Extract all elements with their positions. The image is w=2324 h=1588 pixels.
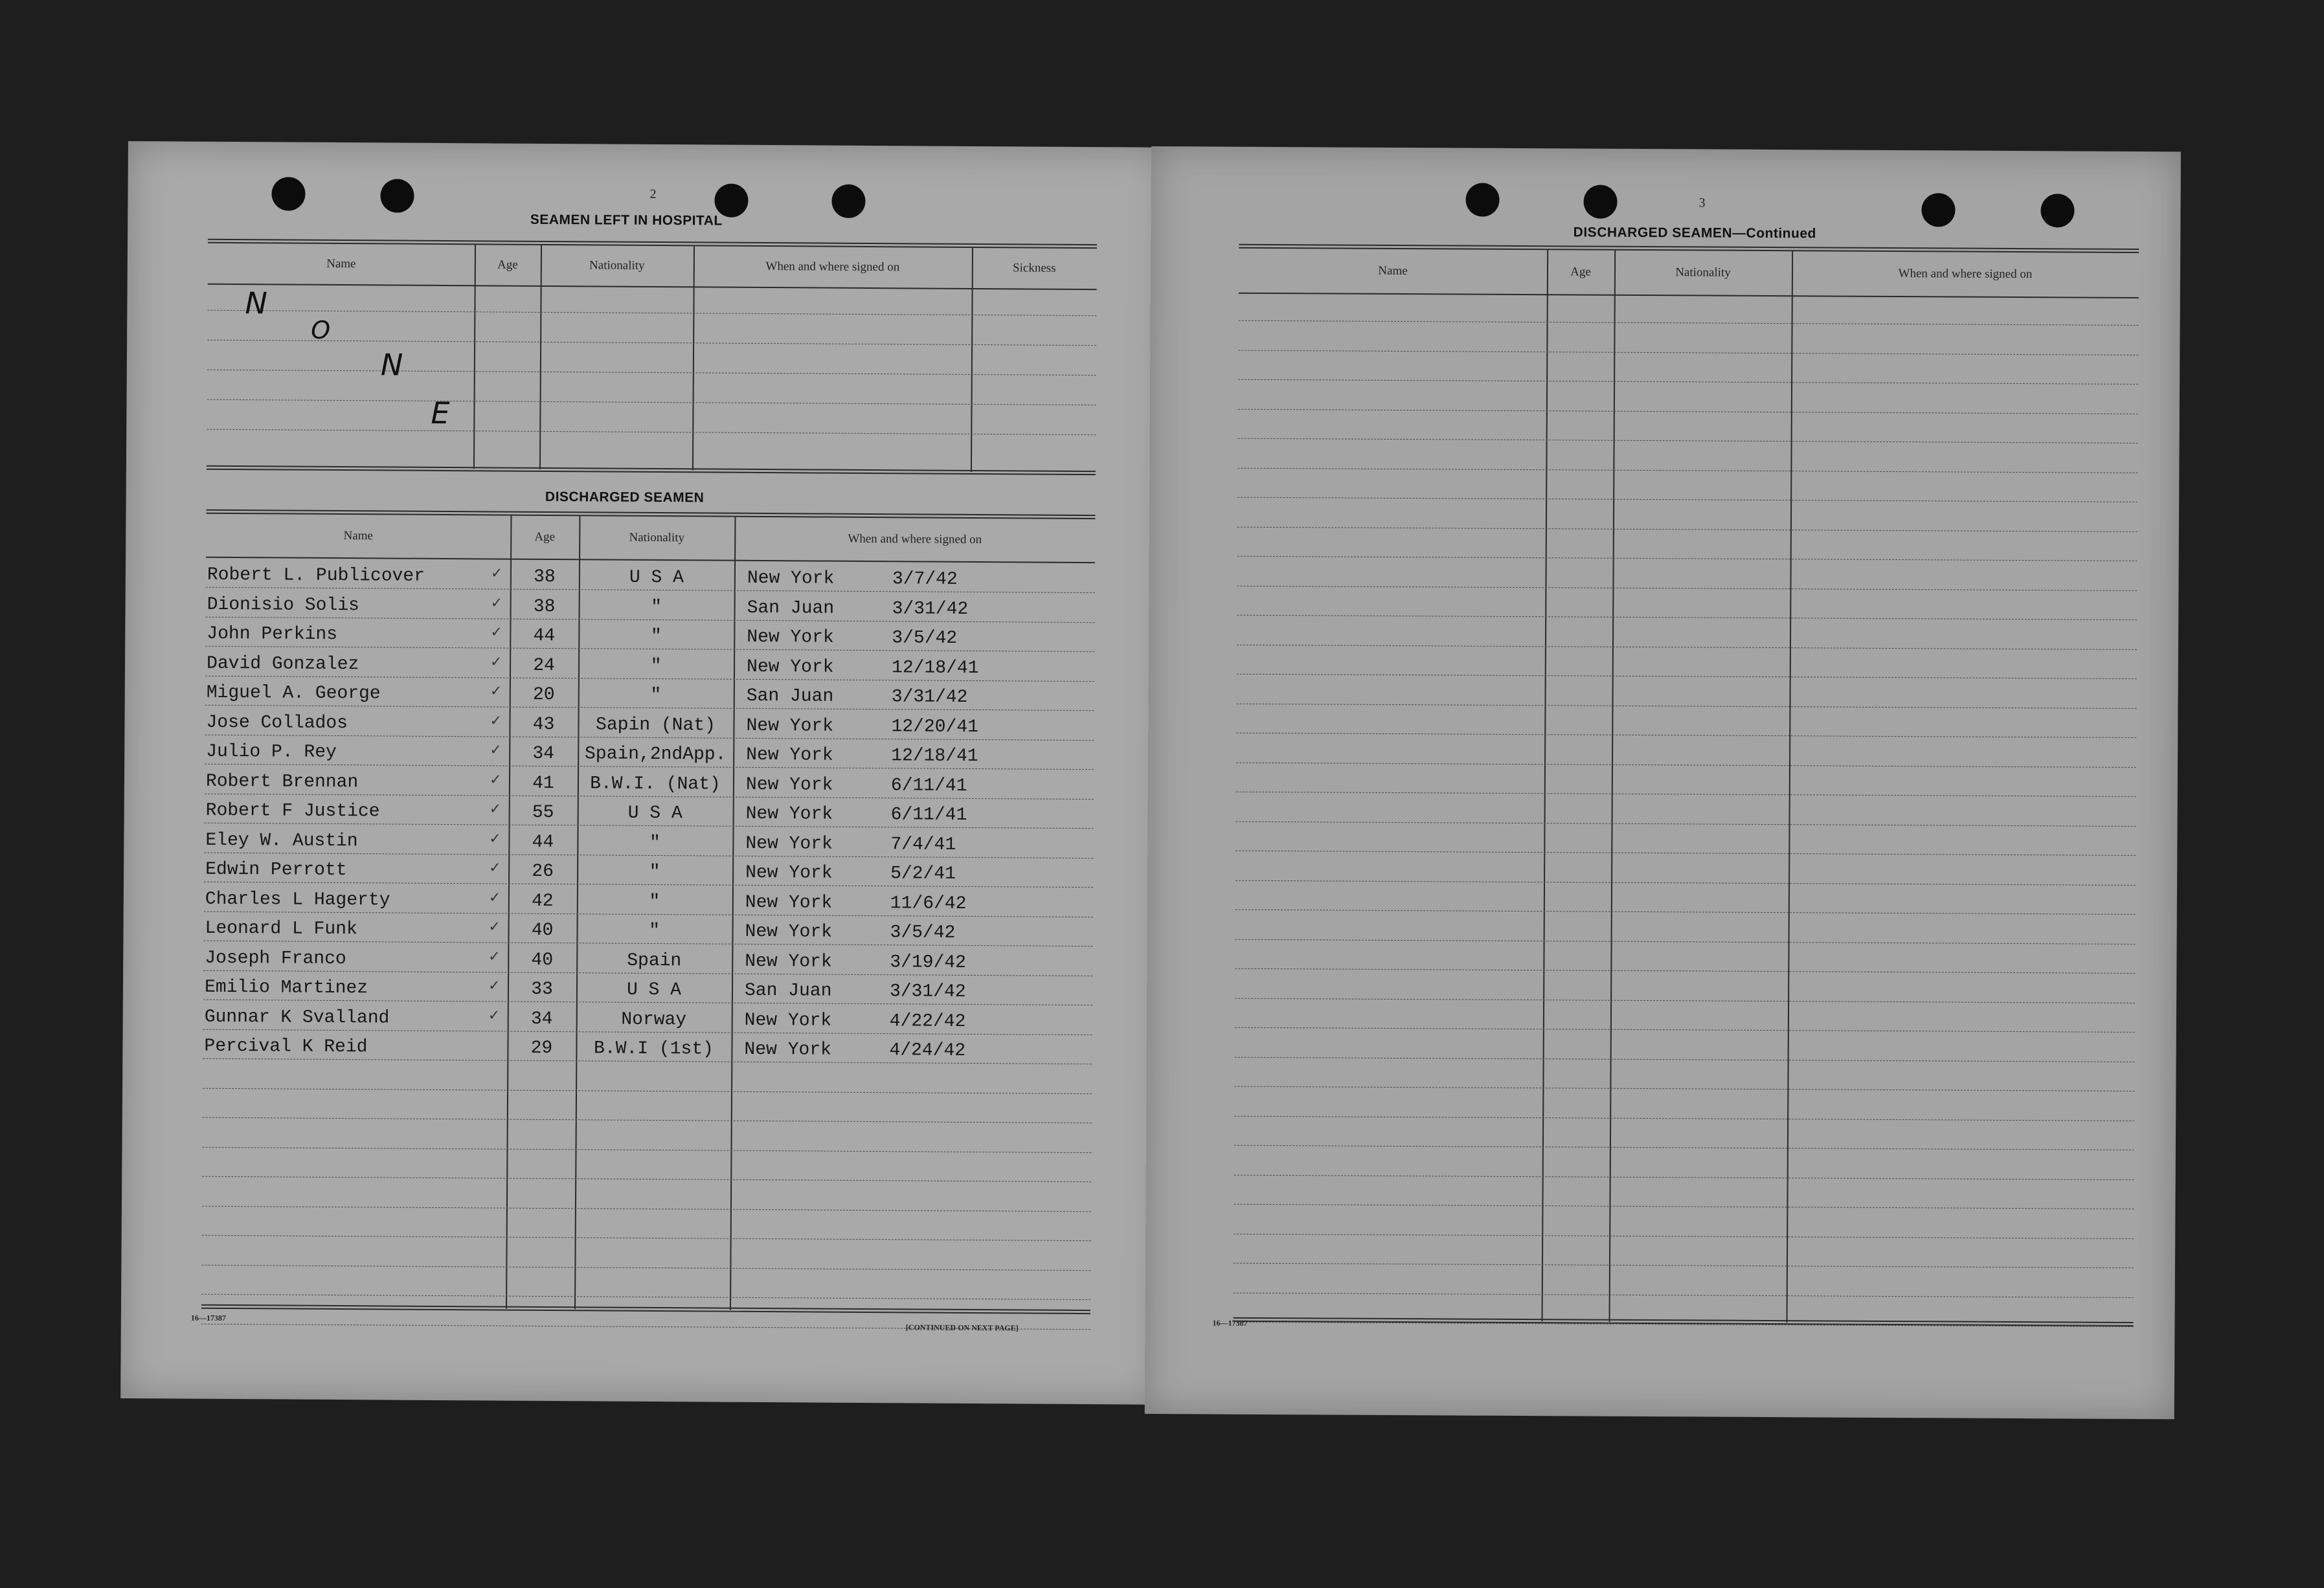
- check-mark-icon: ✓: [489, 830, 501, 847]
- cell-name: Edwin Perrott: [205, 859, 347, 881]
- cell-name: Charles L Hagerty: [205, 889, 390, 910]
- cell-date: 3/5/42: [890, 923, 956, 943]
- cell-age: 20: [532, 684, 555, 706]
- cell-age: 43: [532, 714, 555, 735]
- cell-nationality: ": [649, 891, 660, 912]
- handwritten-letter: E: [431, 395, 450, 431]
- cell-place: New York: [746, 715, 834, 737]
- col-name: Name: [1378, 263, 1408, 278]
- cell-date: 6/11/41: [890, 805, 967, 825]
- col-age: Age: [497, 258, 518, 272]
- cell-place: San Juan: [744, 980, 832, 1001]
- check-mark-icon: ✓: [488, 919, 501, 935]
- cell-name: Dionisio Solis: [207, 594, 359, 616]
- cell-age: 26: [532, 861, 554, 882]
- cell-age: 44: [533, 625, 556, 647]
- cell-nationality: ": [649, 862, 660, 883]
- cell-place: New York: [745, 833, 833, 855]
- punch-hole: [1921, 193, 1955, 227]
- cell-date: 3/7/42: [892, 569, 958, 590]
- check-mark-icon: ✓: [490, 565, 503, 582]
- cell-nationality: Sapin (Nat): [595, 714, 716, 736]
- check-mark-icon: ✓: [489, 801, 502, 818]
- cell-date: 3/31/42: [889, 981, 966, 1002]
- punch-hole: [2040, 194, 2074, 227]
- cell-place: San Juan: [747, 598, 835, 619]
- handwritten-letter: N: [380, 347, 403, 383]
- cell-nationality: ": [650, 685, 662, 706]
- col-nationality: Nationality: [589, 258, 645, 273]
- check-mark-icon: ✓: [489, 860, 501, 877]
- punch-hole: [1583, 185, 1617, 218]
- cell-place: New York: [744, 1039, 831, 1060]
- discharged-continued-title: DISCHARGED SEAMEN—Continued: [1573, 225, 1816, 241]
- cell-nationality: Spain,2ndApp.: [584, 744, 727, 765]
- cell-nationality: U S A: [629, 567, 684, 588]
- cell-age: 38: [533, 596, 556, 617]
- cell-date: 12/18/41: [891, 657, 979, 678]
- punch-hole: [1465, 183, 1499, 217]
- cell-place: New York: [745, 951, 832, 972]
- check-mark-icon: ✓: [490, 594, 503, 612]
- cell-name: Leonard L Funk: [205, 918, 357, 940]
- cell-date: 6/11/41: [890, 775, 967, 796]
- punch-hole: [714, 184, 748, 218]
- cell-name: Jose Collados: [206, 712, 348, 733]
- col-name: Name: [343, 529, 374, 543]
- hospital-table: [207, 239, 1097, 477]
- check-mark-icon: ✓: [488, 948, 501, 965]
- cell-name: Robert L. Publicover: [207, 565, 425, 587]
- cell-name: Gunnar K Svalland: [204, 1007, 390, 1028]
- col-age: Age: [534, 530, 556, 544]
- cell-age: 29: [530, 1038, 553, 1059]
- check-mark-icon: ✓: [490, 683, 502, 700]
- handwritten-letter: O: [311, 315, 331, 344]
- cell-date: 12/18/41: [891, 746, 978, 767]
- cell-age: 55: [532, 802, 554, 823]
- right-page: [1145, 146, 2181, 1419]
- check-mark-icon: ✓: [489, 771, 502, 788]
- check-mark-icon: ✓: [488, 1007, 501, 1024]
- discharged-header: [206, 514, 1095, 563]
- cell-date: 7/4/41: [890, 834, 956, 855]
- hospital-header: [208, 243, 1097, 290]
- cell-name: John Perkins: [207, 623, 338, 645]
- cell-nationality: Norway: [621, 1009, 687, 1030]
- cell-place: New York: [746, 656, 834, 678]
- cell-name: Joseph Franco: [205, 948, 346, 969]
- cell-date: 5/2/41: [890, 864, 956, 884]
- cell-age: 33: [531, 979, 553, 1000]
- col-signed-on: When and where signed on: [765, 260, 900, 274]
- cell-age: 24: [533, 655, 555, 676]
- form-number: 16—17387: [190, 1313, 226, 1323]
- punch-hole: [380, 179, 414, 212]
- col-signed-on: When and where signed on: [848, 531, 982, 547]
- cell-age: 41: [532, 773, 554, 794]
- cell-age: 38: [533, 566, 556, 588]
- cell-place: New York: [745, 774, 833, 796]
- cell-date: 3/19/42: [890, 952, 966, 973]
- check-mark-icon: ✓: [490, 742, 502, 759]
- cell-nationality: Spain: [627, 950, 682, 971]
- cell-nationality: U S A: [626, 979, 682, 1001]
- cell-name: Robert F Justice: [205, 800, 380, 822]
- discharged-title: DISCHARGED SEAMEN: [545, 489, 705, 506]
- col-age: Age: [1570, 265, 1591, 279]
- cell-name: Julio P. Rey: [206, 741, 337, 763]
- cell-age: 40: [531, 950, 554, 970]
- cell-place: New York: [747, 627, 834, 648]
- cell-date: 4/22/42: [889, 1011, 966, 1032]
- col-sickness: Sickness: [1013, 261, 1056, 275]
- cell-place: New York: [744, 1010, 832, 1031]
- cell-date: 3/31/42: [892, 598, 969, 620]
- discharged-table: [201, 509, 1096, 1324]
- left-page: [120, 141, 1168, 1405]
- discharged-continued-table: [1233, 244, 2139, 1336]
- cell-nationality: B.W.I (1st): [593, 1038, 714, 1060]
- form-number: 16—17387: [1212, 1318, 1248, 1328]
- cell-age: 34: [532, 743, 555, 765]
- hospital-title: SEAMEN LEFT IN HOSPITAL: [530, 212, 723, 229]
- page-number: 2: [649, 186, 657, 201]
- check-mark-icon: ✓: [490, 712, 502, 730]
- cell-name: Eley W. Austin: [205, 830, 358, 851]
- cell-name: Percival K Reid: [204, 1036, 368, 1058]
- cell-age: 34: [530, 1009, 553, 1029]
- cell-place: New York: [745, 921, 833, 943]
- cell-date: 3/31/42: [891, 687, 968, 708]
- cell-place: New York: [745, 862, 833, 884]
- cell-nationality: ": [651, 597, 662, 618]
- cell-place: New York: [747, 568, 835, 589]
- cell-name: Robert Brennan: [205, 771, 359, 792]
- cell-date: 4/24/42: [889, 1040, 966, 1061]
- cell-age: 44: [532, 832, 554, 853]
- cell-nationality: ": [650, 656, 662, 677]
- punch-hole: [271, 177, 305, 210]
- cell-nationality: ": [649, 921, 660, 942]
- check-mark-icon: ✓: [488, 978, 501, 994]
- page-number: 3: [1698, 196, 1706, 210]
- check-mark-icon: ✓: [490, 624, 502, 641]
- cell-age: 40: [531, 920, 554, 941]
- continued-note: [CONTINUED ON NEXT PAGE]: [905, 1323, 1019, 1333]
- check-mark-icon: ✓: [488, 889, 501, 906]
- col-name: Name: [326, 256, 356, 271]
- check-mark-icon: ✓: [490, 653, 502, 671]
- handwritten-letter: N: [245, 285, 268, 321]
- cell-nationality: U S A: [627, 803, 683, 824]
- cell-name: Emilio Martinez: [204, 977, 368, 999]
- punch-hole: [831, 185, 865, 218]
- cell-nationality: ": [649, 833, 660, 853]
- cell-date: 3/5/42: [892, 628, 958, 649]
- cell-name: David Gonzalez: [206, 653, 359, 675]
- col-signed-on: When and where signed on: [1898, 267, 2033, 282]
- cell-nationality: B.W.I. (Nat): [590, 773, 721, 795]
- cell-date: 12/20/41: [891, 716, 979, 737]
- col-nationality: Nationality: [1675, 265, 1731, 280]
- cell-age: 42: [531, 891, 554, 911]
- cell-date: 11/6/42: [890, 893, 967, 914]
- cell-place: New York: [745, 892, 833, 913]
- cell-place: New York: [745, 803, 833, 825]
- cell-nationality: ": [650, 626, 662, 647]
- cell-name: Miguel A. George: [206, 682, 381, 704]
- cell-place: San Juan: [746, 686, 834, 707]
- col-nationality: Nationality: [629, 530, 685, 545]
- cell-place: New York: [746, 744, 833, 766]
- continued-header: [1239, 249, 2139, 298]
